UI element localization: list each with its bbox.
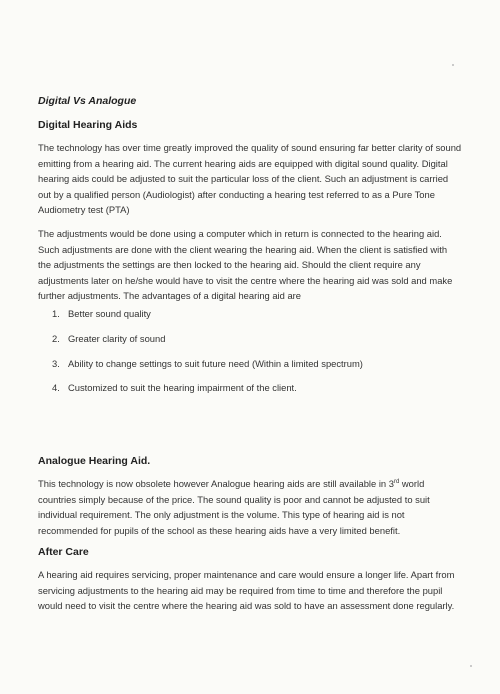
analogue-heading: Analogue Hearing Aid. <box>38 455 151 467</box>
list-text: Ability to change settings to suit future need (Within a limited spectrum) <box>68 358 363 369</box>
list-item <box>52 308 151 319</box>
analogue-paragraph <box>38 476 462 538</box>
analogue-text-a: This technology is now obsolete however Analogue hearing aids are still available in 3 <box>38 478 394 489</box>
digital-paragraph-1: The technology has over time greatly improved the quality of sound ensuring far better clarity of sound emitting from a hearing aid. The current hearing aids are equipped with digital sound quality. Digital hearing aids could be adjusted to suit the particular loss of the client. Such an adjustment is carried out by a qualified person (Audiologist) after conducting a hearing test referred to as a Pure Tone Audiometry test (PTA) <box>38 142 462 216</box>
scan-speck <box>452 64 454 66</box>
ordinal-suffix: rd <box>393 478 400 485</box>
list-number: 2. <box>52 333 60 344</box>
list-text: Greater clarity of sound <box>68 333 166 344</box>
list-item <box>52 358 363 369</box>
list-item <box>52 333 165 344</box>
digital-heading: Digital Hearing Aids <box>38 119 138 131</box>
list-number: 1. <box>52 308 60 319</box>
list-number: 3. <box>52 358 60 369</box>
list-text: Customized to suit the hearing impairment of the client. <box>68 382 297 393</box>
list-text: Better sound quality <box>68 308 151 319</box>
list-number: 4. <box>52 382 60 393</box>
list-item <box>52 382 297 393</box>
analogue-text-b: world countries simply because of the price. The sound quality is poor and cannot be adjusted to suit individual requirement. The only adjustment is the volume. This type of hearing aid is not recommended for pupils of the school as these hearing aids have a very limited benefit. <box>38 478 430 536</box>
aftercare-heading: After Care <box>38 546 89 558</box>
digital-paragraph-2: The adjustments would be done using a computer which in return is connected to the hearing aid. Such adjustments are done with the client wearing the hearing aid. When the client is satisfied with the adjustments the settings are then locked to the hearing aid. Should the client require any adjustments later on he/she would have to visit the centre where the hearing aid was sold and make further adjustments. The advantages of a digital hearing aid are <box>38 228 453 302</box>
scan-speck <box>470 665 472 667</box>
aftercare-paragraph: A hearing aid requires servicing, proper maintenance and care would ensure a longer life. Apart from servicing adjustments to the hearing aid may be required from time to time and therefore the pupil would need to visit the centre where the hearing aid was sold to have an assessment done regularly. <box>38 569 455 612</box>
document-title: Digital Vs Analogue <box>38 95 137 107</box>
